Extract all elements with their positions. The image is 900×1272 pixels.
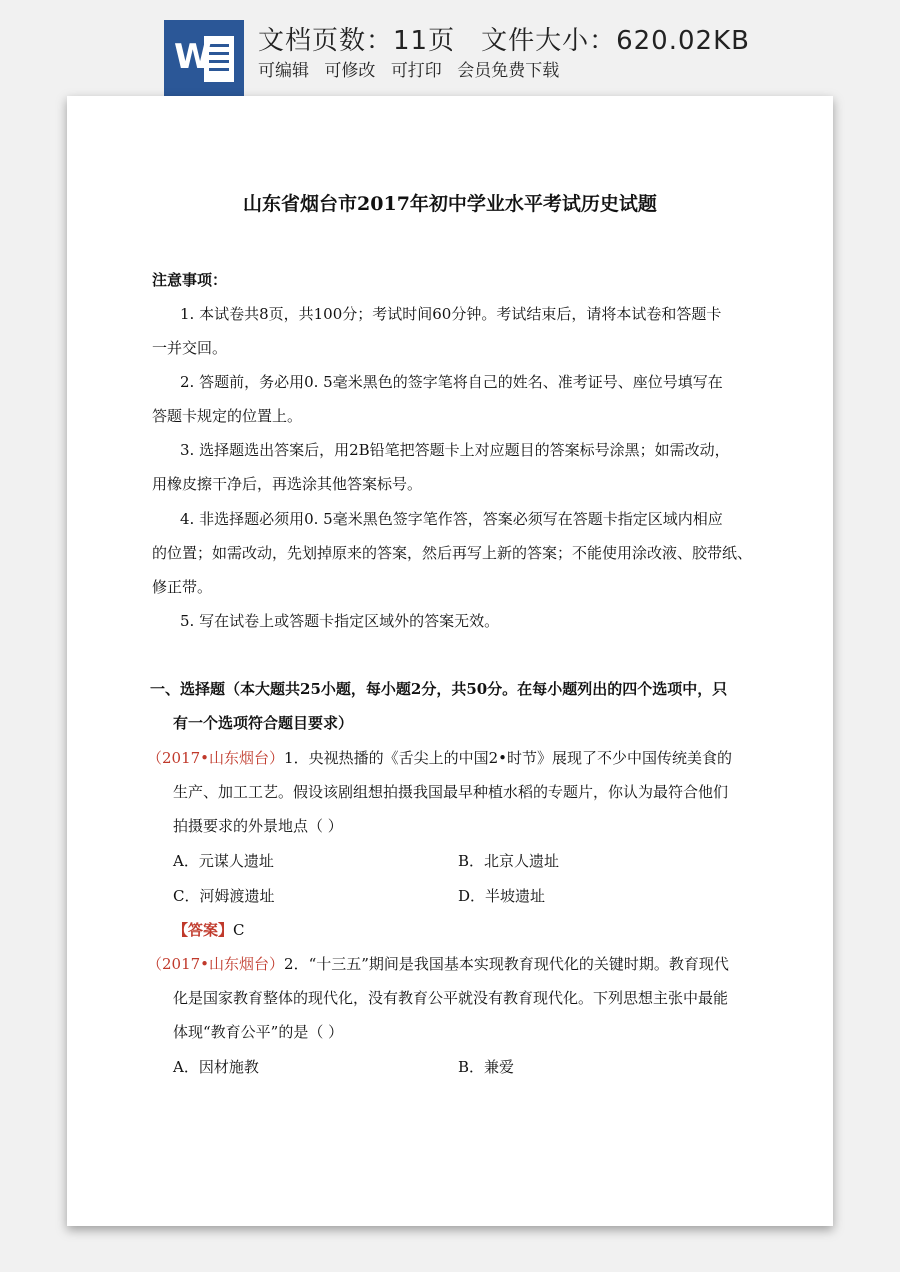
notice-line: 5. 写在试卷上或答题卡指定区域外的答案无效。 [180,612,500,630]
page-count: 文档页数：11页 [258,26,456,56]
notice-line: 答题卡规定的位置上。 [152,407,303,425]
section-heading: 一、选择题（本大题共25小题，每小题2分，共50分。在每小题列出的四个选项中，只 [150,680,728,698]
question-2-line: 体现“教育公平”的是（ ） [173,1023,344,1041]
word-letter: W [174,37,212,77]
feature-printable: 可打印 [390,61,442,81]
question-1-option-b: B．北京人遗址 [458,852,560,870]
notice-line: 修正带。 [152,578,213,596]
banner-title [258,20,750,57]
notice-line: 用橡皮擦干净后，再选涂其他答案标号。 [152,475,423,493]
feature-editable: 可编辑 [258,61,309,81]
notice-line: 的位置；如需改动，先划掉原来的答案，然后再写上新的答案；不能使用涂改液、胶带纸、 [152,544,753,562]
section-heading-cont: 有一个选项符合题目要求） [173,714,354,732]
answer-label: 【答案】 [173,921,234,939]
question-source: （2017•山东烟台） [147,749,285,767]
file-size: 文件大小：620.02KB [481,26,750,56]
question-source: （2017•山东烟台） [147,955,285,973]
feature-modifiable: 可修改 [324,61,376,81]
question-2-option-a: A．因材施教 [173,1058,259,1076]
page-title: 山东省烟台市2017年初中学业水平考试历史试题 [243,193,657,215]
answer-value: C [233,921,245,939]
feature-list [258,56,569,81]
notice-line: 4. 非选择题必须用0. 5毫米黑色签字笔作答，答案必须写在答题卡指定区域内相应 [180,510,723,528]
word-document-icon [164,20,244,96]
question-2-line: 化是国家教育整体的现代化，没有教育公平就没有教育现代化。下列思想主张中最能 [173,989,729,1007]
question-1-option-d: D．半坡遗址 [458,887,546,905]
notice-line: 3. 选择题选出答案后，用2B铅笔把答题卡上对应题目的答案标号涂黑；如需改动， [180,441,730,459]
question-2-option-b: B．兼爱 [458,1058,515,1076]
question-1-line: 生产、加工工艺。假设该剧组想拍摄我国最早种植水稻的专题片，你认为最符合他们 [173,783,729,801]
notice-line: 1. 本试卷共8页，共100分；考试时间60分钟。考试结束后，请将本试卷和答题卡 [180,305,722,323]
question-1-option-a: A．元谋人遗址 [173,852,274,870]
question-1-answer [173,919,245,940]
question-2-line: （2017•山东烟台）2．“十三五”期间是我国基本实现教育现代化的关键时期。教育现代 [147,955,729,973]
question-1-option-c: C．河姆渡遗址 [173,887,275,905]
download-banner [0,0,900,96]
notice-line: 一并交回。 [152,339,228,357]
notice-heading: 注意事项： [152,271,228,289]
notice-line: 2. 答题前，务必用0. 5毫米黑色的签字笔将自己的姓名、准考证号、座位号填写在 [180,373,723,391]
question-1-line: 拍摄要求的外景地点（ ） [173,817,343,835]
document-page [67,96,833,1226]
question-1-line: （2017•山东烟台）1．央视热播的《舌尖上的中国2•时节》展现了不少中国传统美食的 [147,749,732,767]
feature-free-download: 会员免费下载 [457,61,560,81]
